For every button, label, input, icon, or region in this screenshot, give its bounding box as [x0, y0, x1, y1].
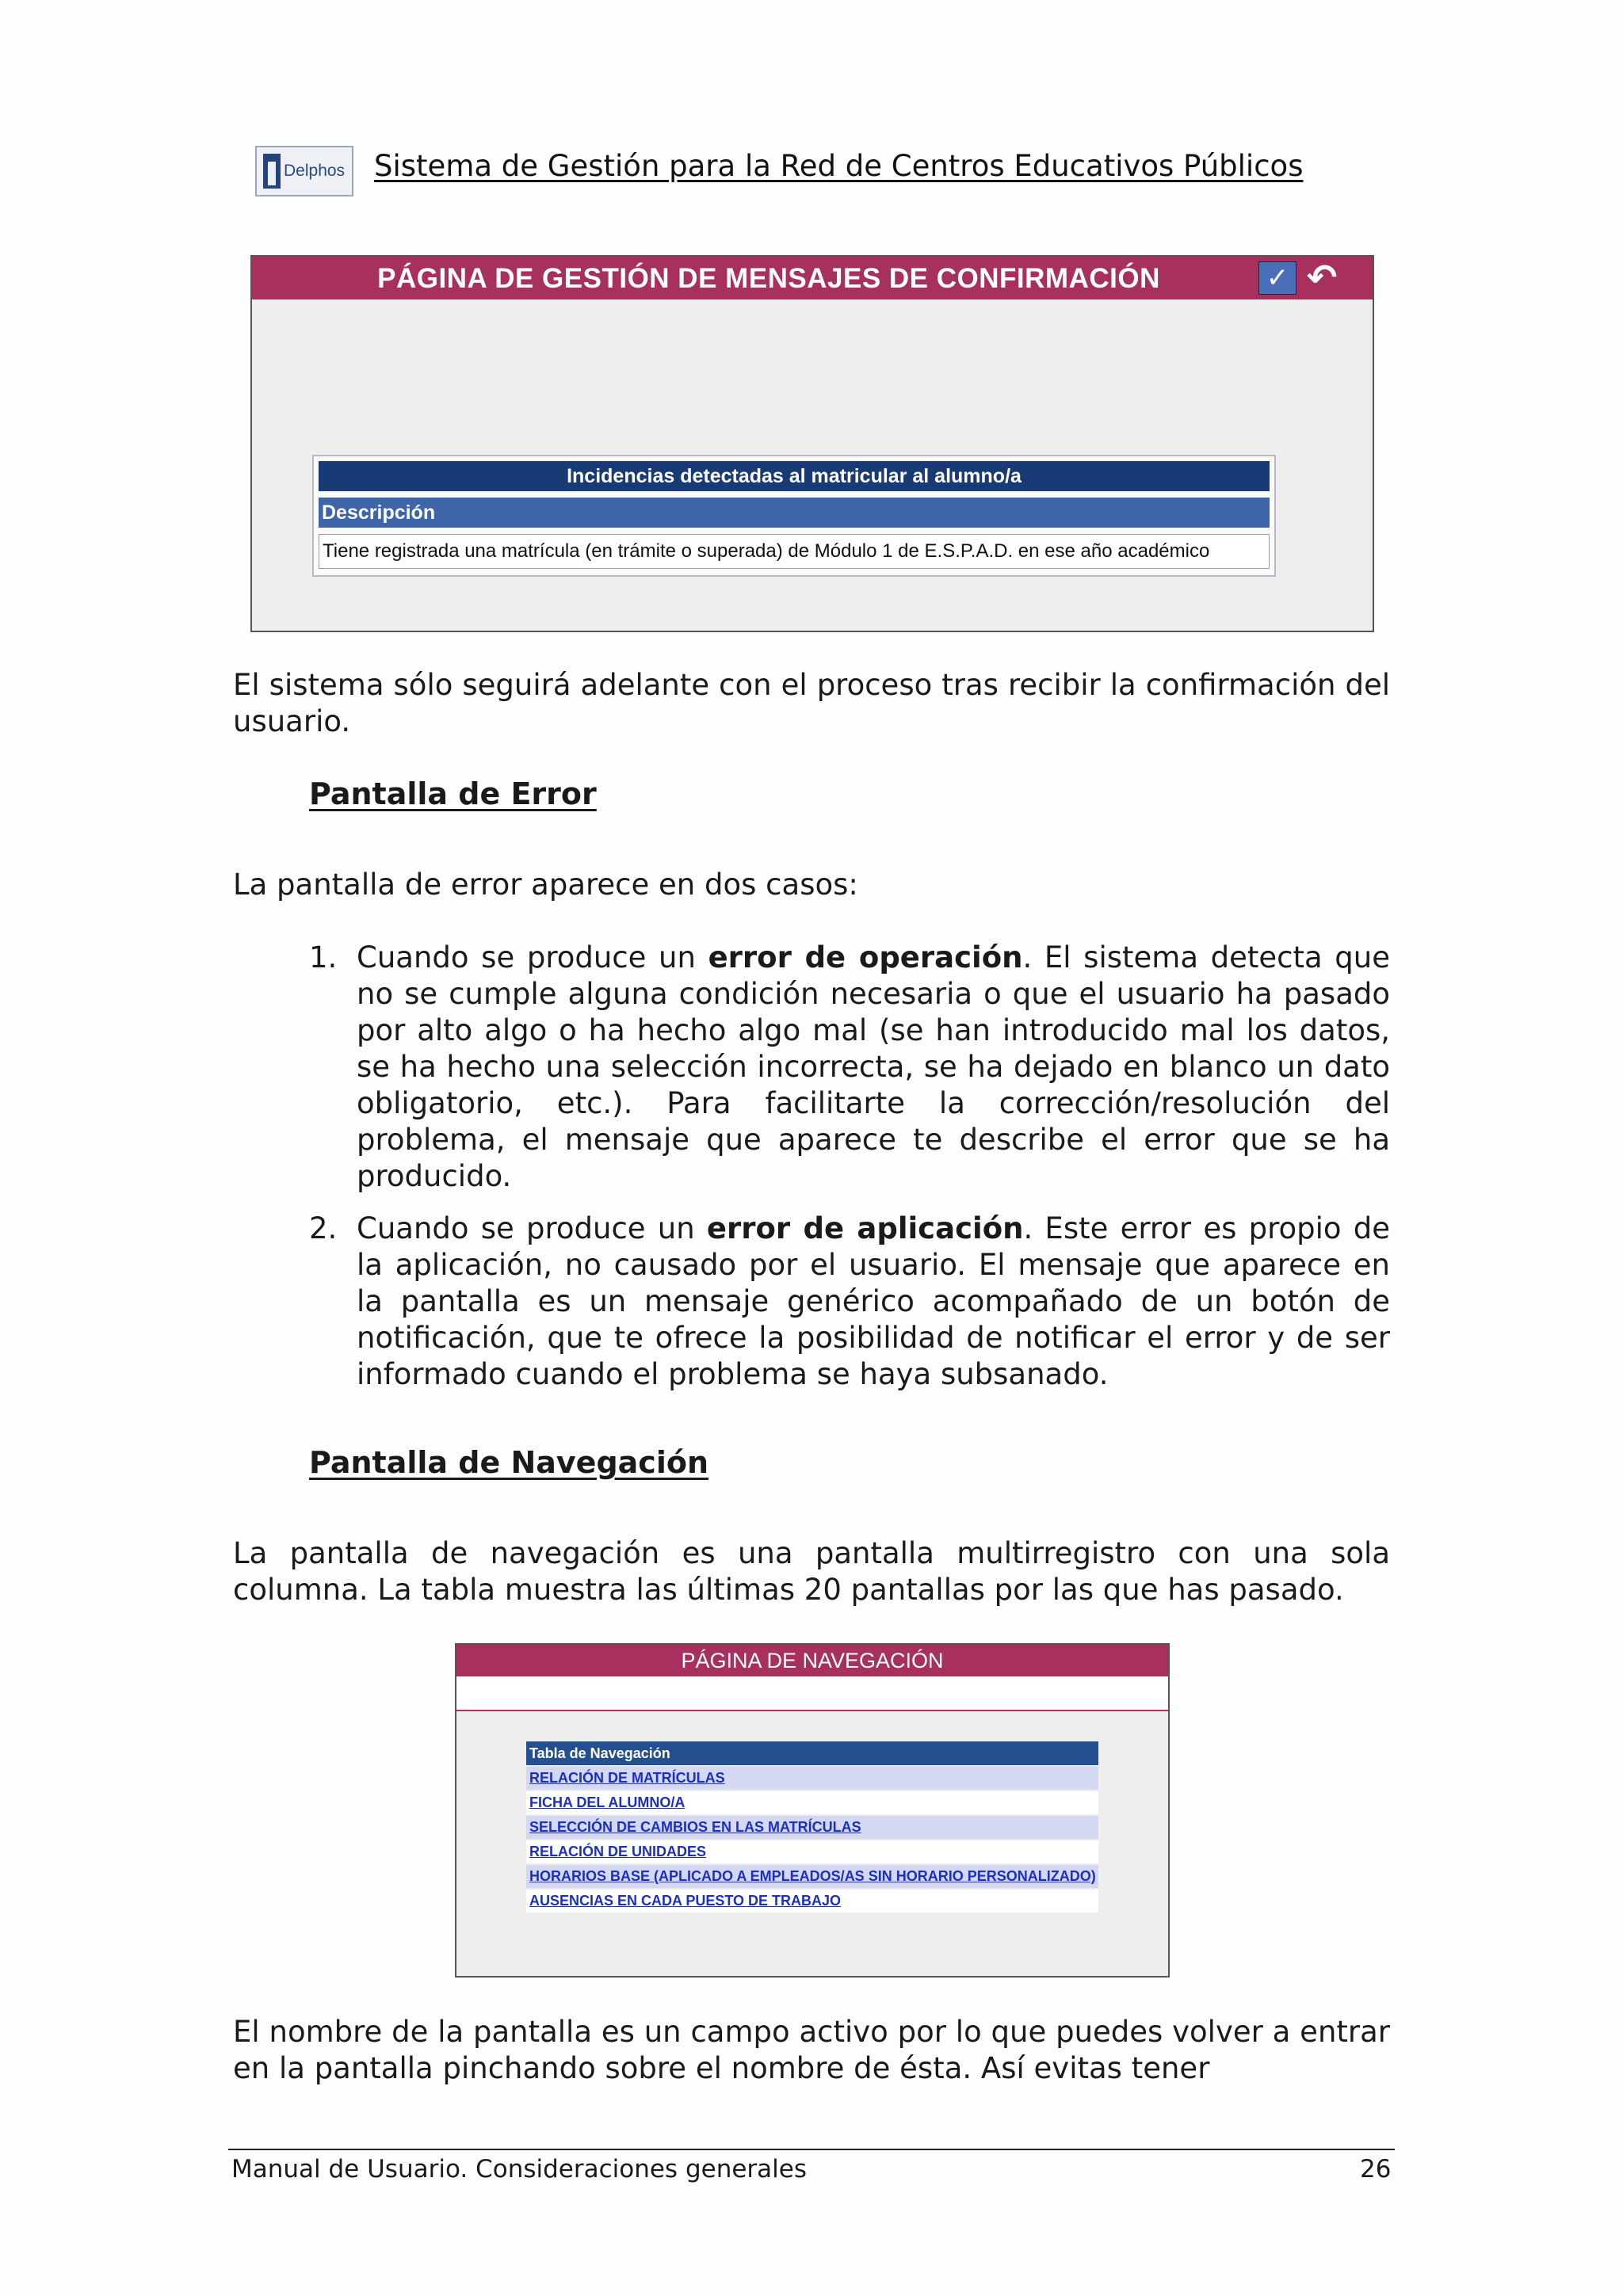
incident-row: Tiene registrada una matrícula (en trámite o superada) de Módulo 1 de E.S.P.A.D. en ese año académico: [319, 534, 1270, 569]
navigation-toolbar-strip: [456, 1676, 1168, 1711]
footer-title: Manual de Usuario. Consideraciones generales: [231, 2155, 807, 2183]
navigation-link[interactable]: AUSENCIAS EN CADA PUESTO DE TRABAJO: [526, 1890, 1098, 1913]
navigation-link[interactable]: HORARIOS BASE (APLICADO A EMPLEADOS/AS SIN HORARIO PERSONALIZADO): [526, 1865, 1098, 1888]
delphos-logo: [255, 146, 353, 196]
navigation-screen: [455, 1643, 1170, 1978]
navigation-link[interactable]: RELACIÓN DE MATRÍCULAS: [526, 1767, 1098, 1790]
footer-divider: [228, 2149, 1395, 2150]
undo-arrow-icon[interactable]: ↶: [1306, 256, 1338, 299]
page-number: 26: [1360, 2155, 1392, 2183]
confirmation-screen: [250, 255, 1374, 632]
navigation-link[interactable]: FICHA DEL ALUMNO/A: [526, 1791, 1098, 1814]
paragraph-confirmation: El sistema sólo seguirá adelante con el proceso tras recibir la confirmación del usuario.: [233, 668, 1390, 738]
list-item-text: [357, 940, 1390, 1195]
list-item-text-end: . El sistema detecta que no se cumple alguna condición necesaria o que el usuario ha pasado por alto algo o ha hecho algo mal (se han introducido mal los datos, se ha hecho una selección incorrecta, se ha dejado en blanco un dato obligatorio, etc.). Para facilitarte la corrección/resolución del problema, el mensaje que aparece te describe el error que se ha producido.: [357, 940, 1391, 1193]
list-item-bold-term: error de aplicación: [706, 1211, 1024, 1245]
description-column-header: Descripción: [319, 498, 1270, 528]
heading-error-screen: Pantalla de Error: [309, 776, 597, 811]
list-item-text-start: Cuando se produce un: [357, 1211, 707, 1245]
navigation-table-header: Tabla de Navegación: [526, 1741, 1098, 1765]
confirmation-title-bar: [252, 257, 1373, 299]
incidents-table-title: Incidencias detectadas al matricular al alumno/a: [319, 461, 1270, 491]
list-item-application-error: [309, 1211, 1390, 1393]
list-item-bold-term: error de operación: [708, 940, 1023, 974]
document-header-title: Sistema de Gestión para la Red de Centros Educativos Públicos: [374, 149, 1304, 183]
navigation-link[interactable]: RELACIÓN DE UNIDADES: [526, 1840, 1098, 1863]
incidents-table: [312, 455, 1276, 577]
building-icon: [263, 154, 281, 189]
heading-navigation-screen: Pantalla de Navegación: [309, 1445, 709, 1480]
confirmation-title: PÁGINA DE GESTIÓN DE MENSAJES DE CONFIRMACIÓN: [377, 263, 1160, 294]
paragraph-active-field: El nombre de la pantalla es un campo activo por lo que puedes volver a entrar en la pantalla pinchando sobre el nombre de ésta. Así evitas tener: [233, 2015, 1390, 2085]
navigation-link[interactable]: SELECCIÓN DE CAMBIOS EN LAS MATRÍCULAS: [526, 1816, 1098, 1839]
list-item-operation-error: [309, 940, 1390, 1195]
list-item-text-start: Cuando se produce un: [357, 940, 708, 974]
paragraph-navigation: La pantalla de navegación es una pantalla multirregistro con una sola columna. La tabla muestra las últimas 20 pantallas por las que has pasado.: [233, 1536, 1390, 1607]
navigation-table: [526, 1741, 1098, 1913]
list-item-text: [357, 1211, 1390, 1393]
check-icon[interactable]: ✓: [1258, 261, 1296, 295]
list-item-text-end: . Este error es propio de la aplicación, no causado por el usuario. El mensaje que aparece en la pantalla es un mensaje genérico acompañado de un botón de notificación, que te ofrece la posibilidad de notificar el error y de ser informado cuando el problema se haya subsanado.: [357, 1211, 1390, 1391]
navigation-title-bar: PÁGINA DE NAVEGACIÓN: [456, 1645, 1168, 1676]
paragraph-error-cases: La pantalla de error aparece en dos casos:: [233, 868, 858, 902]
list-number: 1.: [309, 940, 338, 974]
logo-text: Delphos: [284, 162, 346, 180]
list-number: 2.: [309, 1211, 338, 1245]
